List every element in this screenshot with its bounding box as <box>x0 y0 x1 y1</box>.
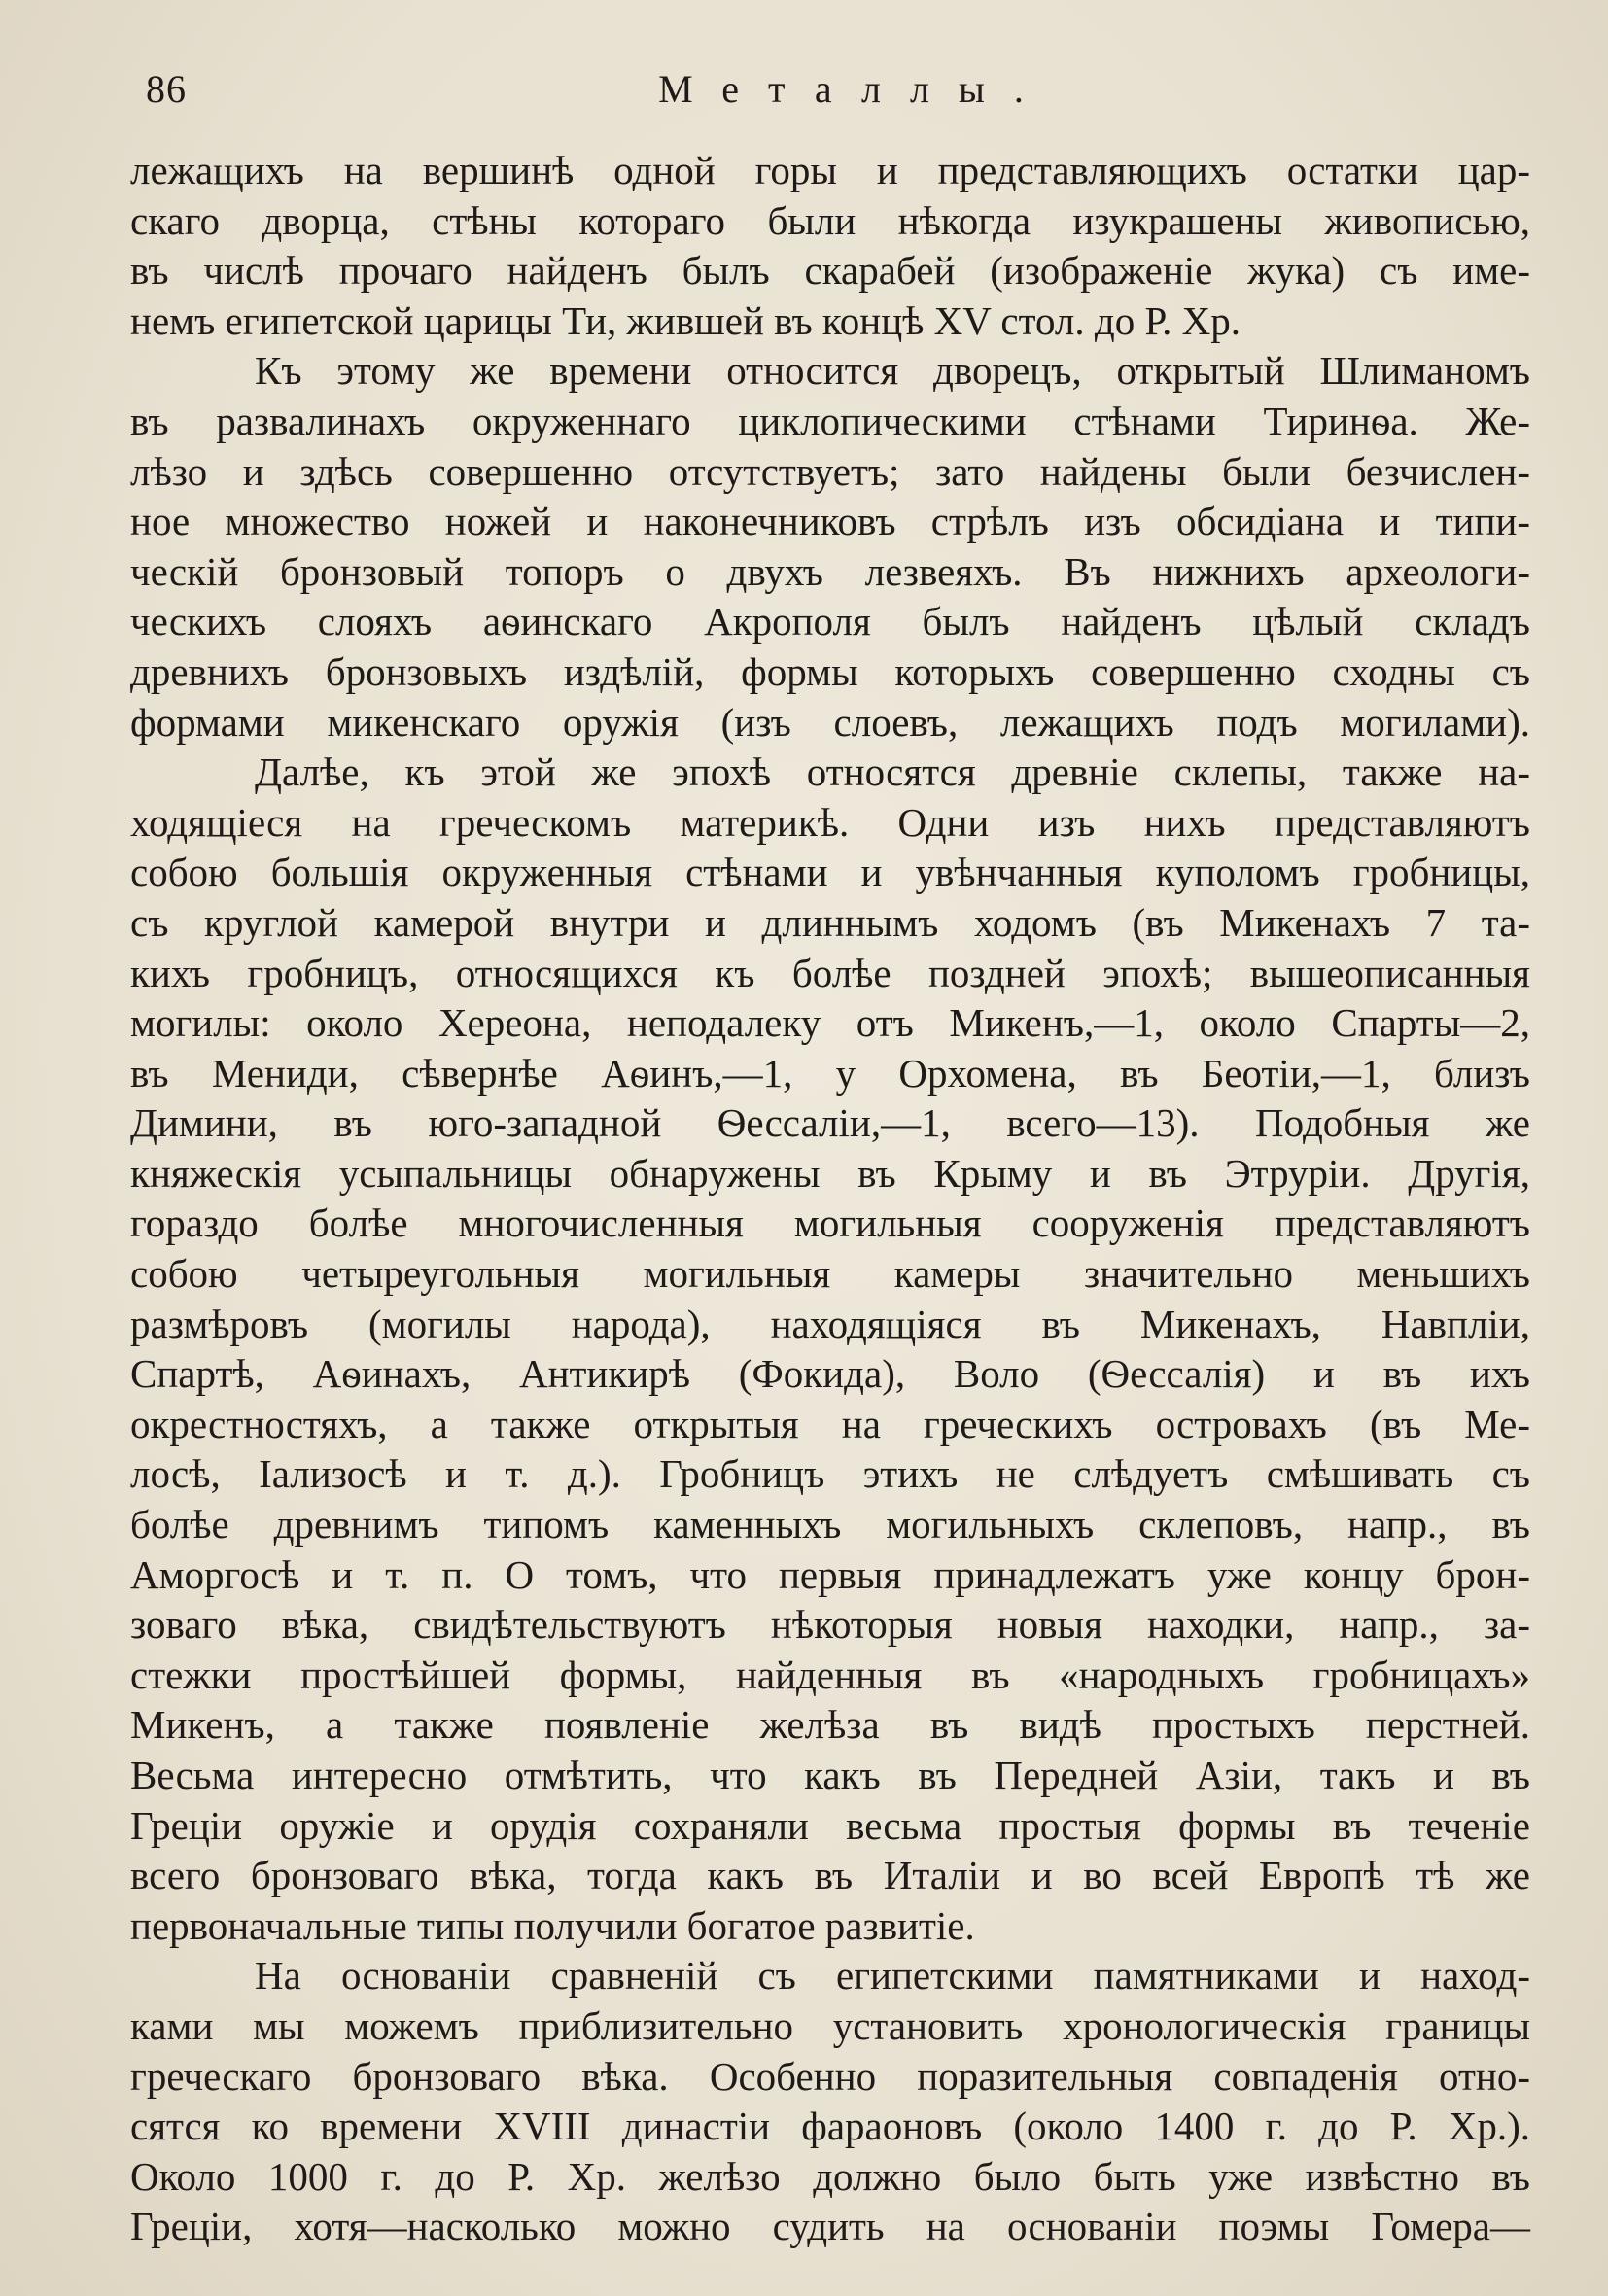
text-line: съ круглой камерой внутри и длиннымъ ходомъ (въ Микенахъ 7 та- <box>130 899 1530 945</box>
text-line: древнихъ бронзовыхъ издѣлій, формы которыхъ совершенно сходны съ <box>130 648 1530 694</box>
text-line: гораздо болѣе многочисленныя могильныя сооруженія представляютъ <box>130 1200 1530 1246</box>
text-line: формами микенскаго оружія (изъ слоевъ, лежащихъ подъ могилами). <box>130 699 1530 745</box>
text-line: Микенъ, а также появленіе желѣза въ видѣ простыхъ перстней. <box>130 1702 1530 1748</box>
text-line: кихъ гробницъ, относящихся къ болѣе поздней эпохѣ; вышеописанныя <box>130 950 1530 995</box>
text-line: Греціи оружіе и орудія сохраняли весьма простыя формы въ теченіе <box>130 1802 1530 1848</box>
text-line: собою большія окруженныя стѣнами и увѣнчанныя куполомъ гробницы, <box>130 850 1530 895</box>
text-line: размѣровъ (могилы народа), находящіяся въ Микенахъ, Навпліи, <box>130 1301 1530 1346</box>
text-line: въ развалинахъ окруженнаго циклопическими стѣнами Тиринѳа. Же- <box>130 398 1530 443</box>
running-title: Металлы. <box>658 67 1053 111</box>
text-line: ками мы можемъ приблизительно установить хронологическія границы <box>130 2002 1530 2048</box>
text-line: болѣе древнимъ типомъ каменныхъ могильныхъ склеповъ, напр., въ <box>130 1502 1530 1548</box>
text-line: лѣзо и здѣсь совершенно отсутствуетъ; зато найдены были безчислен- <box>130 448 1530 494</box>
text-line: ческихъ слояхъ аѳинскаго Акрополя былъ найденъ цѣлый складъ <box>130 599 1530 644</box>
text-line: Аморгосѣ и т. п. О томъ, что первыя принадлежатъ уже концу брон- <box>130 1551 1530 1597</box>
text-line: могилы: около Хереона, неподалеку отъ Микенъ,—1, около Спарты—2, <box>130 1000 1530 1046</box>
text-line: всего бронзоваго вѣка, тогда какъ въ Италіи и во всей Европѣ тѣ же <box>130 1853 1530 1898</box>
text-line: Около 1000 г. до Р. Хр. желѣзо должно было быть уже извѣстно въ <box>130 2153 1530 2199</box>
text-line: Греціи, хотя—насколько можно судить на основаніи поэмы Гомера— <box>130 2204 1530 2249</box>
text-line: скаго дворца, стѣны котораго были нѣкогда изукрашены живописью, <box>130 197 1530 243</box>
text-line: Весьма интересно отмѣтить, что какъ въ Передней Азіи, такъ и въ <box>130 1753 1530 1797</box>
text-line: зоваго вѣка, свидѣтельствуютъ нѣкоторыя новыя находки, напр., за- <box>130 1602 1530 1648</box>
page-number: 86 <box>146 67 187 111</box>
text-line: Димини, въ юго-западной Ѳессаліи,—1, всего—13). Подобныя же <box>130 1100 1530 1146</box>
body-text <box>130 146 1530 2252</box>
paragraph-start-line: Къ этому же времени относится дворецъ, открытый Шлиманомъ <box>255 348 1530 394</box>
text-line: ходящіеся на греческомъ материкѣ. Одни изъ нихъ представляютъ <box>130 799 1530 845</box>
paragraph-start-line: Далѣе, къ этой же эпохѣ относятся древніе склепы, также на- <box>255 749 1530 795</box>
text-line: греческаго бронзоваго вѣка. Особенно поразительныя совпаденія отно- <box>130 2053 1530 2099</box>
text-line: ное множество ножей и наконечниковъ стрѣлъ изъ обсидіана и типи- <box>130 499 1530 544</box>
page-header <box>146 60 1526 119</box>
text-line: Спартѣ, Аѳинахъ, Антикирѣ (Фокида), Воло (Ѳессалія) и въ ихъ <box>130 1351 1530 1397</box>
text-line: собою четыреугольныя могильныя камеры значительно меньшихъ <box>130 1251 1530 1297</box>
text-line: сятся ко времени XVIII династіи фараоновъ (около 1400 г. до Р. Хр.). <box>130 2104 1530 2149</box>
text-line: немъ египетской царицы Ти, жившей въ концѣ XV стол. до Р. Хр. <box>130 297 1241 343</box>
text-line: княжескія усыпальницы обнаружены въ Крыму и въ Этруріи. Другія, <box>130 1150 1530 1196</box>
text-line: въ Мениди, сѣвернѣе Аѳинъ,—1, у Орхомена, въ Беотіи,—1, близъ <box>130 1050 1530 1096</box>
text-line: въ числѣ прочаго найденъ былъ скарабей (изображеніе жука) съ име- <box>130 248 1530 294</box>
paragraph-start-line: На основаніи сравненій съ египетскими памятниками и наход- <box>255 1953 1530 1999</box>
text-line: стежки простѣйшей формы, найденныя въ «народныхъ гробницахъ» <box>130 1652 1530 1697</box>
text-line: окрестностяхъ, а также открытыя на греческихъ островахъ (въ Ме- <box>130 1401 1530 1446</box>
text-line: лосѣ, Іализосѣ и т. д.). Гробницъ этихъ не слѣдуетъ смѣшивать съ <box>130 1451 1530 1497</box>
text-line: лежащихъ на вершинѣ одной горы и представляющихъ остатки цар- <box>130 148 1530 192</box>
text-line: первоначальные типы получили богатое развитіе. <box>130 1902 975 1948</box>
text-line: ческій бронзовый топоръ о двухъ лезвеяхъ. Въ нижнихъ археологи- <box>130 548 1530 594</box>
